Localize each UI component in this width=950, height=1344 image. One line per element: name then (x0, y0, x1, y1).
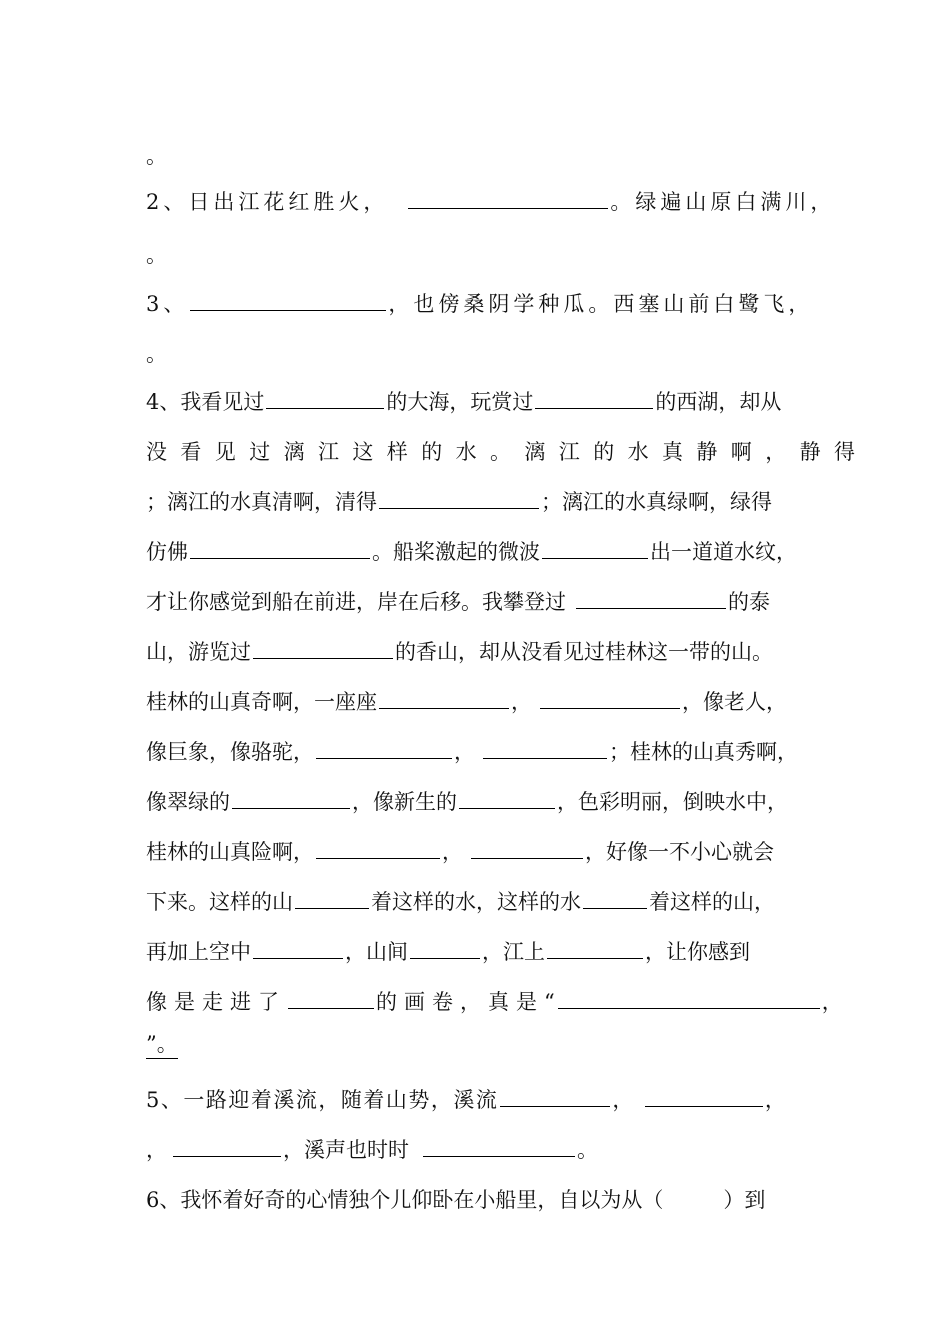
punctuation: 。 (146, 342, 167, 366)
question-text: 4、我看见过 (146, 390, 265, 414)
text-line (146, 334, 167, 374)
answer-blank[interactable] (253, 632, 393, 659)
question-text: 2、日出江花红胜火， (146, 190, 389, 214)
answer-blank[interactable] (535, 382, 653, 409)
question-text: ， (511, 690, 532, 714)
question-text: ， (454, 740, 475, 764)
question-text: 的泰 (728, 590, 770, 614)
answer-blank[interactable] (232, 782, 350, 809)
question-2-line-1 (146, 182, 835, 222)
question-text: 桂林的山真奇啊，一座座 (146, 690, 377, 714)
answer-blank[interactable] (471, 832, 583, 859)
answer-blank[interactable] (500, 1080, 610, 1107)
answer-blank[interactable] (459, 782, 555, 809)
question-text: 像巨象，像骆驼， (146, 740, 314, 764)
question-4-line-5 (146, 582, 770, 622)
question-text: 下来。这样的山 (146, 890, 293, 914)
question-text: 着这样的山， (649, 890, 775, 914)
question-text: ”。 (146, 1032, 178, 1056)
answer-blank[interactable] (558, 982, 820, 1009)
punctuation: 。 (146, 243, 167, 267)
answer-blank[interactable] (583, 882, 647, 909)
question-text: 着这样的水，这样的水 (371, 890, 581, 914)
question-4-line-3 (146, 482, 772, 522)
question-text: ， (764, 1088, 788, 1112)
question-4-line-2 (146, 432, 868, 472)
question-text: ；漓江的水真绿啊，绿得 (541, 490, 772, 514)
question-text: 。绿遍山原白满川， (610, 190, 836, 214)
question-4-line-12 (146, 932, 750, 972)
question-text: ， (612, 1088, 635, 1112)
question-4-line-13 (146, 982, 843, 1022)
question-text: 的香山，却从没看见过桂林这一带的山。 (395, 640, 773, 664)
question-5-line-1 (146, 1080, 787, 1120)
answer-blank[interactable] (379, 682, 509, 709)
question-5-line-2 (146, 1130, 598, 1170)
answer-blank[interactable] (295, 882, 369, 909)
question-text: 像是走进了 (146, 990, 286, 1014)
question-4-line-11 (146, 882, 775, 922)
question-text: 才让你感觉到船在前进，岸在后移。我攀登过 (146, 590, 566, 614)
question-text: 像翠绿的 (146, 790, 230, 814)
question-text: ， (146, 1138, 167, 1162)
answer-blank[interactable] (576, 582, 726, 609)
text-line (146, 136, 167, 176)
question-4-line-10 (146, 832, 774, 872)
question-4-line-6 (146, 632, 773, 672)
answer-blank[interactable] (542, 532, 648, 559)
answer-blank[interactable] (483, 732, 607, 759)
question-text: 的大海，玩赏过 (386, 390, 534, 414)
question-text: ，江上 (482, 940, 545, 964)
question-text: ，像老人， (682, 690, 787, 714)
answer-blank[interactable] (190, 532, 370, 559)
question-6-line-1 (146, 1180, 765, 1220)
answer-blank[interactable] (547, 932, 643, 959)
question-text: 山，游览过 (146, 640, 251, 664)
answer-blank[interactable] (316, 732, 452, 759)
question-4-line-4 (146, 532, 797, 572)
question-4-line-7 (146, 682, 787, 722)
question-text: 再加上空中 (146, 940, 251, 964)
answer-blank[interactable] (408, 182, 608, 209)
question-text: 桂林的山真险啊， (146, 840, 314, 864)
question-4-line-1 (146, 382, 781, 422)
text-line (146, 235, 167, 275)
question-text: 出一道道水纹， (650, 540, 797, 564)
answer-blank[interactable] (423, 1130, 575, 1157)
question-text: 6、我怀着好奇的心情独个儿仰卧在小船里，自以为从（ (146, 1188, 664, 1212)
answer-blank[interactable] (288, 982, 374, 1009)
question-text: ；桂林的山真秀啊， (609, 740, 798, 764)
question-text: 的西湖，却从 (655, 390, 782, 414)
question-text: 没看见过漓江这样的水。漓江的水真静啊，静得 (146, 440, 869, 464)
question-text: ；漓江的水真清啊，清得 (146, 490, 377, 514)
question-text: ，色彩明丽，倒映水中， (557, 790, 788, 814)
question-text: 。 (577, 1138, 598, 1162)
question-text: ，也傍桑阴学种瓜。西塞山前白鹭飞， (388, 292, 814, 316)
answer-blank[interactable] (190, 284, 386, 311)
question-3-line-1 (146, 284, 813, 324)
question-4-line-8 (146, 732, 798, 772)
question-text: 5、一路迎着溪流，随着山势，溪流 (146, 1088, 499, 1112)
answer-blank[interactable] (645, 1080, 763, 1107)
question-text: ， (821, 990, 843, 1014)
question-4-line-14[interactable] (146, 1030, 178, 1059)
question-text: ，山间 (345, 940, 408, 964)
answer-blank[interactable] (540, 682, 680, 709)
question-text: ， (442, 840, 463, 864)
question-text: 3、 (146, 292, 189, 316)
question-text: 。船桨激起的微波 (372, 540, 540, 564)
answer-blank[interactable] (266, 382, 384, 409)
question-text: ，溪声也时时 (283, 1138, 409, 1162)
question-text: 仿佛 (146, 540, 188, 564)
punctuation: 。 (146, 144, 167, 168)
question-text: ，好像一不小心就会 (585, 840, 774, 864)
answer-blank[interactable] (173, 1130, 281, 1157)
answer-blank[interactable] (379, 482, 539, 509)
question-text: ，像新生的 (352, 790, 457, 814)
question-text: ）到 (723, 1188, 766, 1212)
question-4-line-9 (146, 782, 788, 822)
answer-blank[interactable] (410, 932, 480, 959)
question-text: 的画卷，真是“ (376, 990, 562, 1014)
answer-blank[interactable] (253, 932, 343, 959)
question-text: ，让你感到 (645, 940, 750, 964)
answer-blank[interactable] (316, 832, 440, 859)
